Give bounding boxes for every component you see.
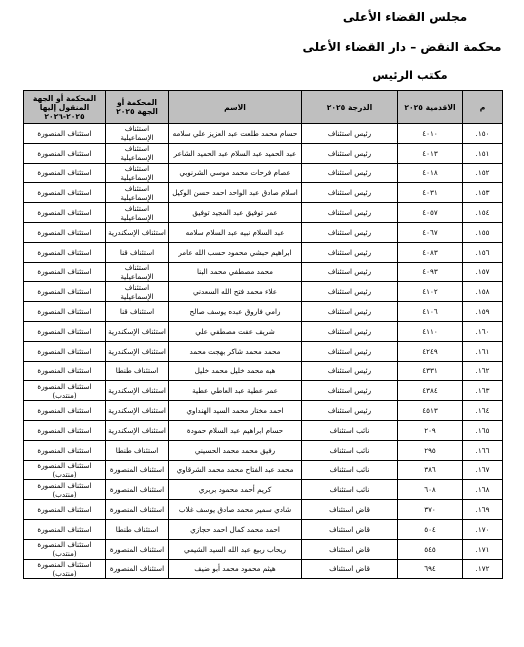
cell-seq: ١٥٥. bbox=[463, 222, 503, 242]
cell-degree: رئيس استئناف bbox=[302, 321, 398, 341]
cell-to: استئناف المنصورة bbox=[24, 519, 106, 539]
cell-to: استئناف المنصورة (منتدب) bbox=[24, 381, 106, 401]
cell-seq: ١٦٢. bbox=[463, 361, 503, 381]
table-row bbox=[24, 539, 503, 559]
cell-seq: ١٧٢. bbox=[463, 559, 503, 579]
table-row bbox=[24, 381, 503, 401]
table-body bbox=[24, 124, 503, 579]
cell-to: استئناف المنصورة bbox=[24, 420, 106, 440]
table-row bbox=[24, 559, 503, 579]
cell-degree: رئيس استئناف bbox=[302, 302, 398, 322]
cell-to: استئناف المنصورة (منتدب) bbox=[24, 460, 106, 480]
cell-seniority: ٤٥١٣ bbox=[398, 401, 463, 421]
court-title: محكمة النقض – دار القضاء الأعلى bbox=[302, 40, 502, 54]
cell-from: استئناف قنا bbox=[106, 302, 169, 322]
cell-degree: رئيس استئناف bbox=[302, 381, 398, 401]
cell-from: استئناف الإسكندرية bbox=[106, 420, 169, 440]
table-row bbox=[24, 183, 503, 203]
col-header-seniority: الاقدمية ٢٠٢٥ bbox=[398, 91, 463, 124]
cell-seq: ١٧٠. bbox=[463, 519, 503, 539]
table-row bbox=[24, 222, 503, 242]
cell-seniority: ٤١١٠ bbox=[398, 321, 463, 341]
cell-name: رفيق محمد محمد الحسيني bbox=[169, 440, 302, 460]
cell-seniority: ٤١٠٢ bbox=[398, 282, 463, 302]
cell-seq: ١٦٤. bbox=[463, 401, 503, 421]
cell-to: استئناف المنصورة (منتدب) bbox=[24, 559, 106, 579]
table-row bbox=[24, 242, 503, 262]
cell-degree: قاض استئناف bbox=[302, 539, 398, 559]
cell-seniority: ٦٩٤ bbox=[398, 559, 463, 579]
cell-to: استئناف المنصورة bbox=[24, 124, 106, 144]
table-row bbox=[24, 420, 503, 440]
table-row bbox=[24, 401, 503, 421]
cell-name: عمر عطية عبد العاطي عطية bbox=[169, 381, 302, 401]
table-row bbox=[24, 262, 503, 282]
cell-to: استئناف المنصورة bbox=[24, 183, 106, 203]
cell-name: احمد محمد كمال احمد حجازي bbox=[169, 519, 302, 539]
col-header-name: الاسم bbox=[169, 91, 302, 124]
cell-name: حسام محمد طلعت عبد العزيز علي سلامه bbox=[169, 124, 302, 144]
cell-seniority: ٤٠٦٧ bbox=[398, 222, 463, 242]
cell-from: استئناف الإسماعيلية bbox=[106, 203, 169, 223]
cell-seniority: ٤٠٩٣ bbox=[398, 262, 463, 282]
cell-name: هبه محمد خليل محمد خليل bbox=[169, 361, 302, 381]
cell-degree: رئيس استئناف bbox=[302, 203, 398, 223]
cell-name: عبد السلام نبيه عبد السلام سلامه bbox=[169, 222, 302, 242]
cell-name: عصام فرحات محمد موسي الشرنوبي bbox=[169, 163, 302, 183]
table-row bbox=[24, 203, 503, 223]
cell-from: استئناف الإسماعيلية bbox=[106, 262, 169, 282]
cell-seniority: ٤٠٣١ bbox=[398, 183, 463, 203]
cell-name: هيثم محمود محمد أبو ضيف bbox=[169, 559, 302, 579]
cell-from: استئناف الإسماعيلية bbox=[106, 124, 169, 144]
transfers-table bbox=[23, 90, 503, 579]
table-row bbox=[24, 341, 503, 361]
cell-from: استئناف الإسكندرية bbox=[106, 381, 169, 401]
cell-seq: ١٦١. bbox=[463, 341, 503, 361]
cell-to: استئناف المنصورة bbox=[24, 282, 106, 302]
cell-from: استئناف الإسكندرية bbox=[106, 401, 169, 421]
cell-from: استئناف المنصورة bbox=[106, 539, 169, 559]
cell-degree: نائب استئناف bbox=[302, 460, 398, 480]
table-row bbox=[24, 282, 503, 302]
cell-degree: رئيس استئناف bbox=[302, 124, 398, 144]
table-row bbox=[24, 302, 503, 322]
cell-degree: نائب استئناف bbox=[302, 480, 398, 500]
cell-degree: قاض استئناف bbox=[302, 519, 398, 539]
table-row bbox=[24, 163, 503, 183]
cell-from: استئناف المنصورة bbox=[106, 559, 169, 579]
cell-name: علاء محمد فتح الله السعدني bbox=[169, 282, 302, 302]
cell-degree: نائب استئناف bbox=[302, 420, 398, 440]
cell-from: استئناف المنصورة bbox=[106, 480, 169, 500]
cell-name: عمر توفيق عبد المجيد توفيق bbox=[169, 203, 302, 223]
cell-from: استئناف المنصورة bbox=[106, 500, 169, 520]
cell-seq: ١٥٩. bbox=[463, 302, 503, 322]
cell-to: استئناف المنصورة bbox=[24, 203, 106, 223]
cell-seniority: ٤٠١٠ bbox=[398, 124, 463, 144]
office-title: مكتب الرئيس bbox=[372, 68, 448, 82]
cell-seq: ١٦٦. bbox=[463, 440, 503, 460]
cell-degree: رئيس استئناف bbox=[302, 183, 398, 203]
cell-seniority: ٦٠٨ bbox=[398, 480, 463, 500]
cell-from: استئناف الإسماعيلية bbox=[106, 183, 169, 203]
col-header-to: المحكمة أو الجهة المنقول إليها ٢٠٢٥-٢٠٢٦ bbox=[24, 91, 106, 124]
cell-seq: ١٥٣. bbox=[463, 183, 503, 203]
cell-seq: ١٦٠. bbox=[463, 321, 503, 341]
cell-seq: ١٧١. bbox=[463, 539, 503, 559]
table-row bbox=[24, 143, 503, 163]
cell-from: استئناف الإسماعيلية bbox=[106, 163, 169, 183]
cell-to: استئناف المنصورة bbox=[24, 222, 106, 242]
cell-seq: ١٥٠. bbox=[463, 124, 503, 144]
cell-to: استئناف المنصورة bbox=[24, 321, 106, 341]
cell-to: استئناف المنصورة (منتدب) bbox=[24, 539, 106, 559]
cell-seq: ١٦٨. bbox=[463, 480, 503, 500]
cell-seniority: ٤٣٣١ bbox=[398, 361, 463, 381]
cell-degree: رئيس استئناف bbox=[302, 163, 398, 183]
cell-to: استئناف المنصورة bbox=[24, 262, 106, 282]
cell-name: محمد محمد شاكر بهجت محمد bbox=[169, 341, 302, 361]
cell-to: استئناف المنصورة (منتدب) bbox=[24, 480, 106, 500]
col-header-seq: م bbox=[463, 91, 503, 124]
cell-seq: ١٥٢. bbox=[463, 163, 503, 183]
cell-seniority: ٤١٠٦ bbox=[398, 302, 463, 322]
table-header-row bbox=[24, 91, 503, 124]
cell-degree: رئيس استئناف bbox=[302, 361, 398, 381]
cell-seniority: ٤٢٤٩ bbox=[398, 341, 463, 361]
cell-seq: ١٥٨. bbox=[463, 282, 503, 302]
cell-seq: ١٥١. bbox=[463, 143, 503, 163]
cell-seniority: ٢٩٥ bbox=[398, 440, 463, 460]
cell-name: اسلام صادق عبد الواحد احمد حسن الوكيل bbox=[169, 183, 302, 203]
cell-seq: ١٦٧. bbox=[463, 460, 503, 480]
cell-name: شريف عفت مصطفي علي bbox=[169, 321, 302, 341]
cell-from: استئناف قنا bbox=[106, 242, 169, 262]
col-header-degree: الدرجة ٢٠٢٥ bbox=[302, 91, 398, 124]
cell-name: عبد الحميد عبد السلام عبد الحميد الشاعر bbox=[169, 143, 302, 163]
cell-seniority: ٤٠٥٧ bbox=[398, 203, 463, 223]
cell-from: استئناف الإسكندرية bbox=[106, 321, 169, 341]
cell-to: استئناف المنصورة bbox=[24, 242, 106, 262]
cell-from: استئناف الإسكندرية bbox=[106, 222, 169, 242]
cell-seniority: ٥٤٥ bbox=[398, 539, 463, 559]
cell-seq: ١٦٥. bbox=[463, 420, 503, 440]
cell-seniority: ٣٨٦ bbox=[398, 460, 463, 480]
cell-from: استئناف الإسكندرية bbox=[106, 341, 169, 361]
cell-degree: رئيس استئناف bbox=[302, 262, 398, 282]
cell-seniority: ٤٣٨٤ bbox=[398, 381, 463, 401]
cell-from: استئناف الإسماعيلية bbox=[106, 282, 169, 302]
cell-from: استئناف طنطا bbox=[106, 361, 169, 381]
cell-degree: رئيس استئناف bbox=[302, 401, 398, 421]
cell-degree: رئيس استئناف bbox=[302, 341, 398, 361]
cell-seniority: ٤٠١٨ bbox=[398, 163, 463, 183]
cell-degree: قاض استئناف bbox=[302, 559, 398, 579]
table-row bbox=[24, 321, 503, 341]
cell-degree: رئيس استئناف bbox=[302, 222, 398, 242]
cell-to: استئناف المنصورة bbox=[24, 361, 106, 381]
table-row bbox=[24, 361, 503, 381]
cell-to: استئناف المنصورة bbox=[24, 341, 106, 361]
cell-degree: رئيس استئناف bbox=[302, 242, 398, 262]
cell-to: استئناف المنصورة bbox=[24, 302, 106, 322]
cell-seq: ١٥٦. bbox=[463, 242, 503, 262]
table-row bbox=[24, 500, 503, 520]
cell-from: استئناف طنطا bbox=[106, 519, 169, 539]
table-row bbox=[24, 124, 503, 144]
cell-to: استئناف المنصورة bbox=[24, 500, 106, 520]
cell-degree: رئيس استئناف bbox=[302, 282, 398, 302]
cell-seq: ١٥٤. bbox=[463, 203, 503, 223]
cell-from: استئناف طنطا bbox=[106, 440, 169, 460]
cell-name: احمد مختار محمد السيد الهنداوي bbox=[169, 401, 302, 421]
cell-seniority: ٥٠٤ bbox=[398, 519, 463, 539]
cell-to: استئناف المنصورة bbox=[24, 401, 106, 421]
table-row bbox=[24, 519, 503, 539]
cell-name: رامي فاروق عبده يوسف صالح bbox=[169, 302, 302, 322]
cell-seniority: ٣٧٠ bbox=[398, 500, 463, 520]
cell-name: ابراهيم حبشي محمود حسب الله عامر bbox=[169, 242, 302, 262]
cell-degree: قاض استئناف bbox=[302, 500, 398, 520]
cell-seq: ١٦٩. bbox=[463, 500, 503, 520]
cell-name: ريحاب ربيع عبد الله السيد الشيمي bbox=[169, 539, 302, 559]
cell-from: استئناف المنصورة bbox=[106, 460, 169, 480]
cell-name: شادي سمير محمد صادق يوسف غلاب bbox=[169, 500, 302, 520]
cell-seniority: ٢٠٩ bbox=[398, 420, 463, 440]
cell-to: استئناف المنصورة bbox=[24, 440, 106, 460]
cell-seniority: ٤٠١٣ bbox=[398, 143, 463, 163]
col-header-from: المحكمة أو الجهة ٢٠٢٥ bbox=[106, 91, 169, 124]
cell-name: محمد عبد الفتاح محمد محمد الشرقاوي bbox=[169, 460, 302, 480]
cell-from: استئناف الإسماعيلية bbox=[106, 143, 169, 163]
cell-name: كريم أحمد محمود بربري bbox=[169, 480, 302, 500]
table-row bbox=[24, 480, 503, 500]
table-row bbox=[24, 460, 503, 480]
cell-to: استئناف المنصورة bbox=[24, 163, 106, 183]
cell-seq: ١٦٣. bbox=[463, 381, 503, 401]
cell-seq: ١٥٧. bbox=[463, 262, 503, 282]
cell-to: استئناف المنصورة bbox=[24, 143, 106, 163]
cell-degree: نائب استئناف bbox=[302, 440, 398, 460]
council-title: مجلس القضاء الأعلى bbox=[342, 10, 468, 24]
cell-name: محمد مصطفي محمد البنا bbox=[169, 262, 302, 282]
cell-degree: رئيس استئناف bbox=[302, 143, 398, 163]
cell-name: حسام ابراهيم عبد السلام حمودة bbox=[169, 420, 302, 440]
table-row bbox=[24, 440, 503, 460]
cell-seniority: ٤٠٨٣ bbox=[398, 242, 463, 262]
